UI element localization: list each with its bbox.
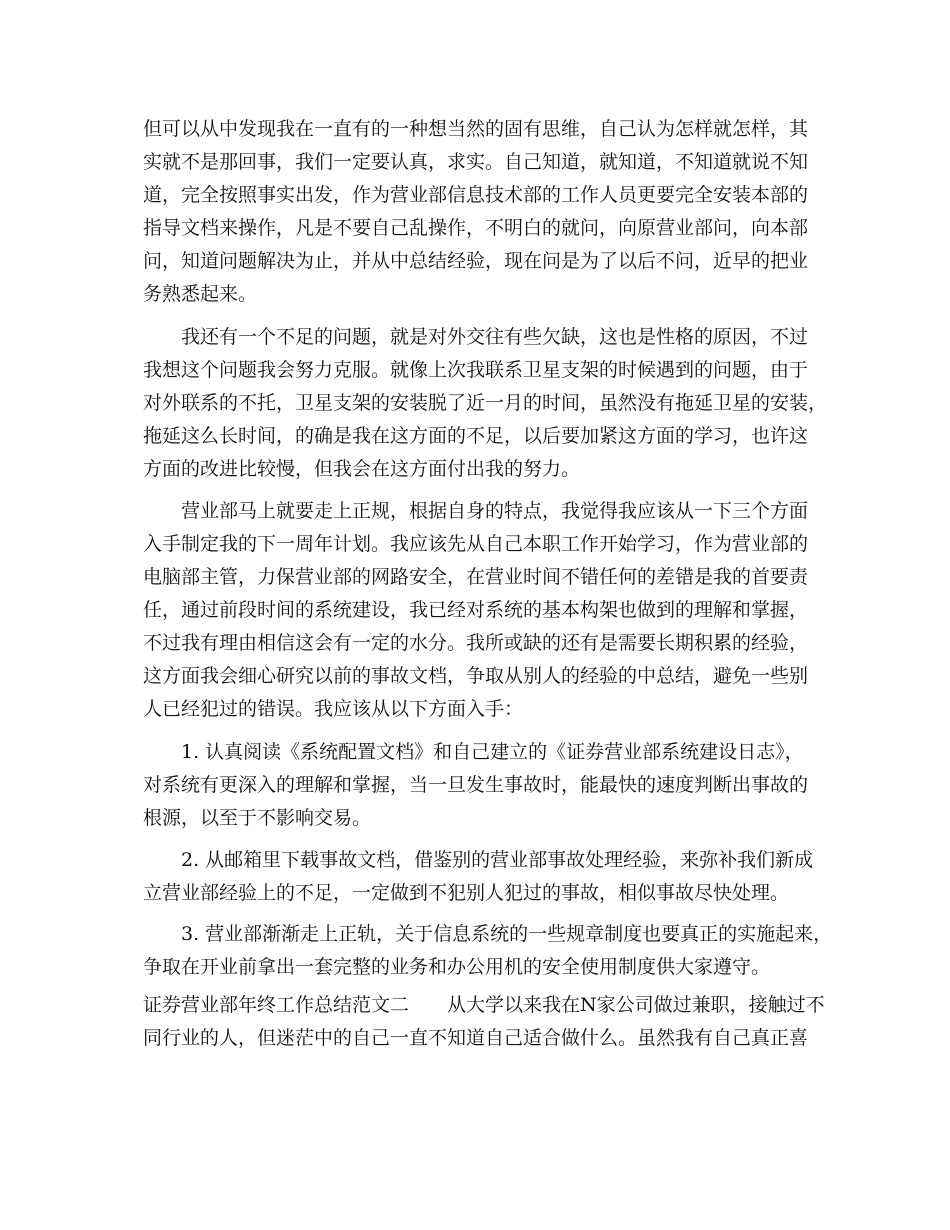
body-line: 根源，以至于不影响交易。 xyxy=(143,807,372,829)
body-line: 实就不是那回事，我们一定要认真，求实。自己知道，就知道，不知道就说不知 xyxy=(143,151,809,173)
body-line: 人已经犯过的错误。我应该从以下方面入手： xyxy=(143,698,524,720)
body-line: 指导文档来操作，凡是不要自己乱操作，不明白的就问，向原营业部问，向本部 xyxy=(143,217,809,239)
body-line: 这方面我会细心研究以前的事故文档，争取从别人的经验的中总结，避免一些别 xyxy=(143,665,809,687)
body-line: 争取在开业前拿出一套完整的业务和办公用机的安全使用制度供大家遵守。 xyxy=(143,956,771,978)
list-item-2: 2. 从邮箱里下载事故文档，借鉴别的营业部事故处理经验，来弥补我们新成 xyxy=(181,849,814,871)
body-line: 务熟悉起来。 xyxy=(143,283,258,305)
paragraph-first-line: 营业部马上就要走上正规，根据自身的特点，我觉得我应该从一下三个方面 xyxy=(181,500,809,522)
body-line: 电脑部主管，力保营业部的网路安全，在营业时间不错任何的差错是我的首要责 xyxy=(143,566,809,588)
body-line: 道，完全按照事实出发，作为营业部信息技术部的工作人员更要完全安装本部的 xyxy=(143,184,809,206)
body-line: 立营业部经验上的不足，一定做到不犯别人犯过的事故，相似事故尽快处理。 xyxy=(143,882,790,904)
body-line: 不过我有理由相信这会有一定的水分。我所或缺的还有是需要长期积累的经验， xyxy=(143,632,809,654)
section-heading-line: 证券营业部年终工作总结范文二 从大学以来我在N家公司做过兼职，接触过不 xyxy=(143,994,825,1016)
body-line: 我想这个问题我会努力克服。就像上次我联系卫星支架的时候遇到的问题，由于 xyxy=(143,359,809,381)
body-line: 问，知道问题解决为止，并从中总结经验，现在问是为了以后不问，近早的把业 xyxy=(143,250,809,272)
body-line: 同行业的人，但迷茫中的自己一直不知道自己适合做什么。虽然我有自己真正喜 xyxy=(143,1027,809,1049)
body-line: 但可以从中发现我在一直有的一种想当然的固有思维，自己认为怎样就怎样，其 xyxy=(143,118,809,140)
list-item-3: 3. 营业部渐渐走上正轨，关于信息系统的一些规章制度也要真正的实施起来， xyxy=(181,923,833,945)
list-item-1: 1. 认真阅读《系统配置文档》和自己建立的《证券营业部系统建设日志》， xyxy=(181,741,804,763)
body-line: 拖延这么长时间，的确是我在这方面的不足，以后要加紧这方面的学习，也许这 xyxy=(143,425,809,447)
body-line: 对系统有更深入的理解和掌握，当一旦发生事故时，能最快的速度判断出事故的 xyxy=(143,774,809,796)
paragraph-first-line: 我还有一个不足的问题，就是对外交往有些欠缺，这也是性格的原因，不过 xyxy=(181,326,809,348)
body-line: 方面的改进比较慢，但我会在这方面付出我的努力。 xyxy=(143,458,581,480)
body-line: 对外联系的不托，卫星支架的安装脱了近一月的时间，虽然没有拖延卫星的安装， xyxy=(143,392,828,414)
body-line: 入手制定我的下一周年计划。我应该先从自己本职工作开始学习，作为营业部的 xyxy=(143,533,809,555)
body-line: 任，通过前段时间的系统建设，我已经对系统的基本构架也做到的理解和掌握， xyxy=(143,599,809,621)
